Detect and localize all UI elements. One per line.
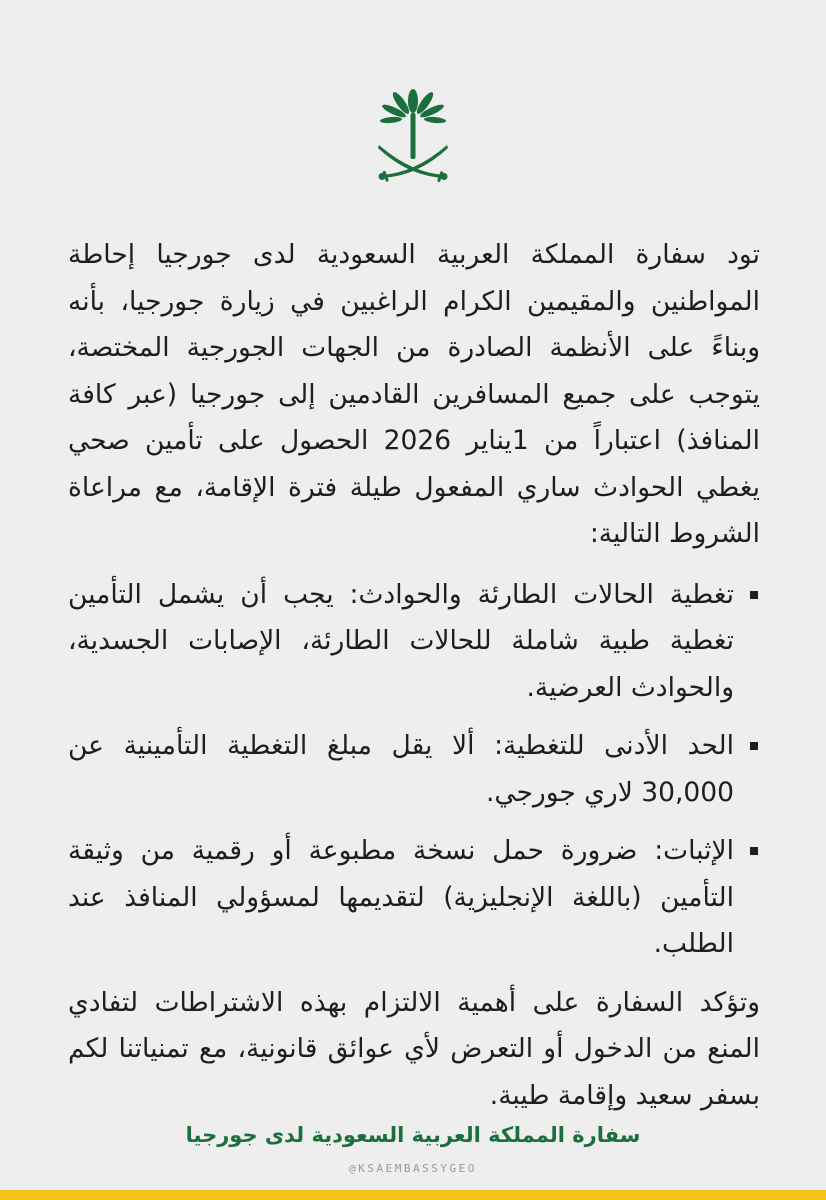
- closing-paragraph: وتؤكد السفارة على أهمية الالتزام بهذه الاشتراطات لتفادي المنع من الدخول أو التعرض لأي عوائق قانونية، مع تمنياتنا لكم بسفر سعيد وإقامة طيبة.: [68, 986, 760, 1111]
- saudi-emblem-icon: [375, 85, 451, 185]
- conditions-list: [68, 572, 760, 968]
- list-item: [68, 828, 760, 968]
- list-item-text: تغطية الحالات الطارئة والحوادث: يجب أن يشمل التأمين تغطية طبية شاملة للحالات الطارئة، الإصابات الجسدية، والحوادث العرضية.: [68, 578, 734, 703]
- square-bullet-icon: [750, 742, 758, 750]
- list-item: [68, 723, 760, 816]
- list-item-text: الحد الأدنى للتغطية: ألا يقل مبلغ التغطية التأمينية عن 30,000 لاري جورجي.: [68, 730, 734, 808]
- list-item-text: الإثبات: ضرورة حمل نسخة مطبوعة أو رقمية من وثيقة التأمين (باللغة الإنجليزية) لتقديمها لمسؤولي المنافذ عند الطلب.: [68, 835, 734, 959]
- social-handle: @KSAEMBASSYGEO: [349, 1162, 477, 1175]
- bottom-accent-bar: [0, 1190, 826, 1200]
- embassy-signature: سفارة المملكة العربية السعودية لدى جورجيا: [185, 1123, 641, 1147]
- announcement-body: [68, 232, 760, 1133]
- intro-paragraph: تود سفارة المملكة العربية السعودية لدى جورجيا إحاطة المواطنين والمقيمين الكرام الراغبين في زيارة جورجيا، بأنه وبناءً على الأنظمة الصادرة من الجهات الجورجية المختصة، يتوجب على جميع المسافرين القادمين إلى جورجيا (عبر كافة المنافذ) اعتباراً من 1يناير 2026 الحصول على تأمين صحي يغطي الحوادث ساري المفعول طيلة فترة الإقامة، مع مراعاة الشروط التالية:: [68, 239, 760, 549]
- list-item: [68, 572, 760, 712]
- square-bullet-icon: [750, 847, 758, 855]
- square-bullet-icon: [750, 591, 758, 599]
